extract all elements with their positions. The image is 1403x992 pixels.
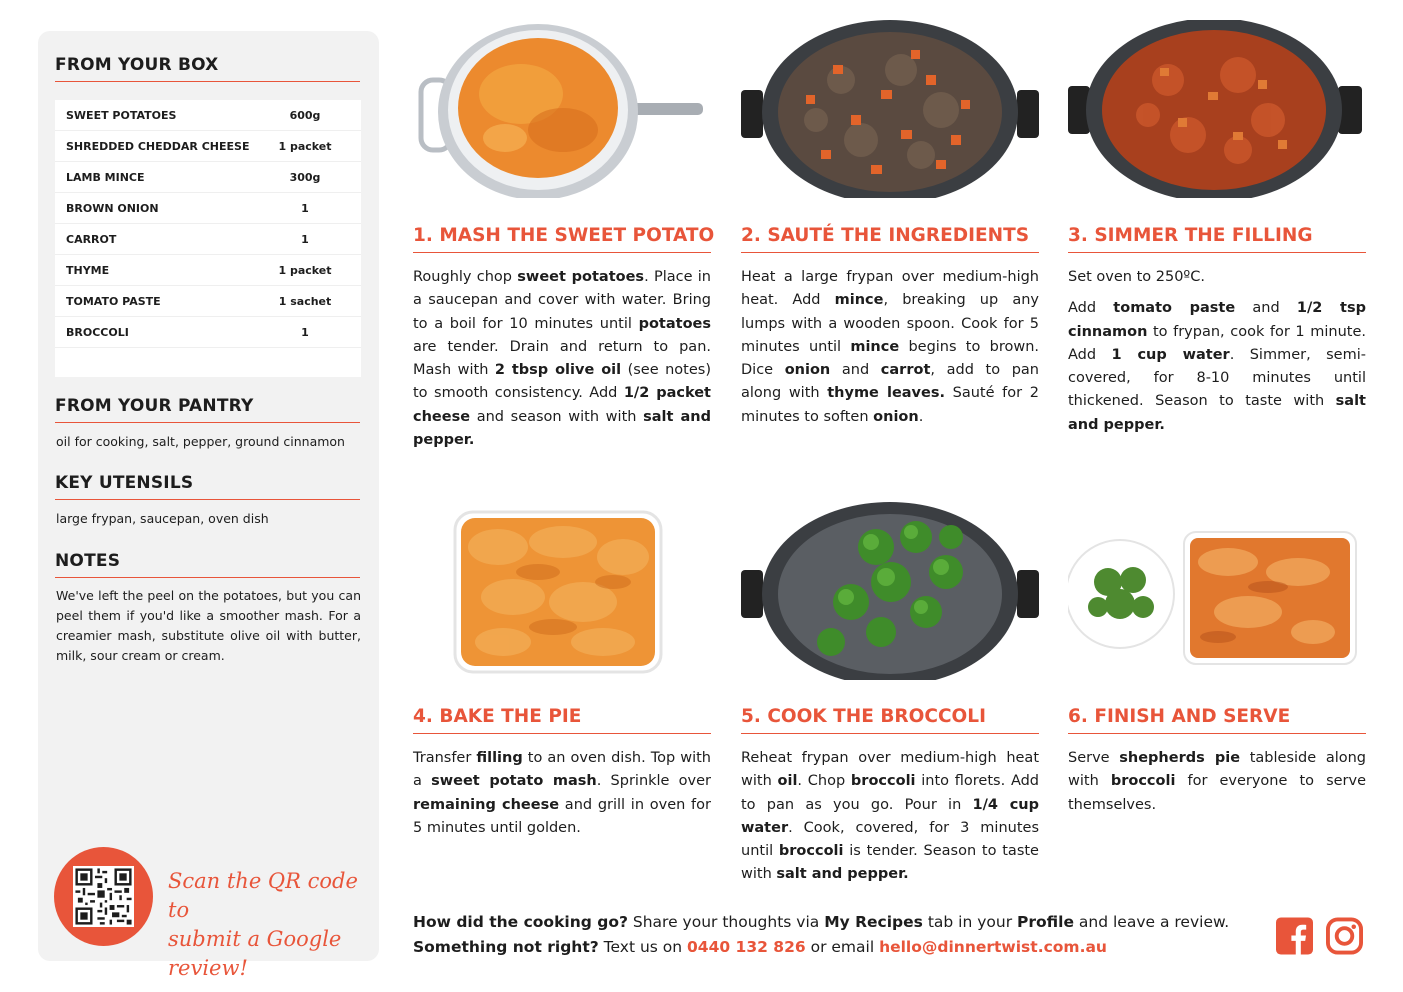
ingredient-row bbox=[55, 162, 361, 193]
step-2-body bbox=[741, 266, 1039, 437]
step-6-photo bbox=[1068, 502, 1366, 680]
text-run: for everyone to serve themselves. bbox=[1068, 773, 1367, 813]
bold-text: broccoli bbox=[850, 773, 916, 790]
ingredient-qty: 1 bbox=[301, 325, 309, 339]
contact-link[interactable]: 0440 132 826 bbox=[687, 938, 806, 956]
text-run: and leave a review. bbox=[1073, 913, 1230, 931]
text-run: and bbox=[1235, 300, 1297, 317]
ingredient-name: BROCCOLI bbox=[66, 325, 129, 339]
bold-text: potatoes bbox=[638, 315, 711, 332]
ingredient-row bbox=[55, 286, 361, 317]
bold-text: mince bbox=[850, 338, 900, 355]
text-run: Set oven to 250ºC. bbox=[1068, 269, 1205, 285]
step-6-title: 6. FINISH AND SERVE bbox=[1068, 706, 1366, 734]
ingredient-row bbox=[55, 255, 361, 286]
text-run: . Cook, covered, for 3 minutes until bbox=[741, 819, 1039, 860]
bold-text: My Recipes bbox=[824, 913, 923, 931]
bold-text: 1 cup water bbox=[1111, 346, 1230, 363]
bold-text: salt and pepper. bbox=[413, 408, 712, 449]
ingredient-qty: 1 bbox=[301, 232, 309, 246]
utensils-heading: KEY UTENSILS bbox=[55, 473, 360, 500]
bold-text: oil bbox=[777, 773, 798, 790]
notes-text: We've left the peel on the potatoes, but you can peel them if you'd like a smoother mash. For a creamier mash, substitute olive oil with butter, milk, sour cream or cream. bbox=[56, 588, 361, 663]
bold-text: Profile bbox=[1017, 913, 1074, 931]
step-1-photo bbox=[413, 20, 711, 198]
ingredient-qty: 600g bbox=[289, 108, 321, 122]
qr-caption-line-1: Scan the QR code to bbox=[168, 869, 358, 922]
text-run: Add bbox=[1068, 300, 1114, 317]
step-3-title: 3. SIMMER THE FILLING bbox=[1068, 225, 1366, 253]
ingredients-table-spacer bbox=[55, 348, 361, 377]
feedback-footer bbox=[413, 910, 1253, 960]
utensils-text: large frypan, saucepan, oven dish bbox=[56, 511, 269, 526]
step-5-title: 5. COOK THE BROCCOLI bbox=[741, 706, 1039, 734]
step-paragraph bbox=[413, 266, 711, 452]
step-5-photo bbox=[741, 502, 1039, 680]
bold-text: How did the cooking go? bbox=[413, 913, 628, 931]
ingredient-name: CARROT bbox=[66, 232, 117, 246]
step-4-body bbox=[413, 747, 711, 848]
text-run: . Chop bbox=[797, 773, 851, 790]
bold-text: salt and pepper. bbox=[776, 866, 909, 883]
instagram-icon[interactable] bbox=[1326, 917, 1363, 955]
text-run: , add to pan along with bbox=[741, 362, 1039, 402]
text-run: tableside along with bbox=[1068, 750, 1366, 790]
ingredient-qty: 300g bbox=[289, 170, 321, 184]
text-run: to an oven dish. Top with a bbox=[413, 750, 712, 790]
bold-text: onion bbox=[784, 362, 831, 379]
from-box-heading: FROM YOUR BOX bbox=[55, 55, 360, 82]
ingredient-qty: 1 packet bbox=[278, 139, 332, 153]
ingredient-row bbox=[55, 224, 361, 255]
step-2-title: 2. SAUTÉ THE INGREDIENTS bbox=[741, 225, 1039, 253]
step-paragraph bbox=[741, 747, 1039, 887]
ingredient-name: SWEET POTATOES bbox=[66, 108, 177, 122]
step-2-photo bbox=[741, 20, 1039, 198]
ingredient-name: THYME bbox=[66, 263, 110, 277]
bold-text: Something not right? bbox=[413, 938, 599, 956]
bold-text: broccoli bbox=[1110, 773, 1176, 790]
text-run: or email bbox=[805, 938, 880, 956]
step-paragraph bbox=[1068, 747, 1366, 817]
ingredient-row bbox=[55, 131, 361, 162]
step-6-body bbox=[1068, 747, 1366, 825]
step-4-title: 4. BAKE THE PIE bbox=[413, 706, 711, 734]
text-run: into florets. Add to pan as you go. Pour in bbox=[741, 773, 1040, 813]
text-run: and bbox=[830, 362, 881, 379]
text-run: and grill in oven for 5 minutes until golden. bbox=[413, 796, 711, 836]
text-run: Share your thoughts via bbox=[627, 913, 825, 931]
step-3-photo bbox=[1068, 20, 1366, 198]
text-run: . Simmer, semi-covered, for 8-10 minutes until thickened. Season to taste with bbox=[1068, 346, 1366, 410]
text-run: to frypan, cook for 1 minute. Add bbox=[1068, 323, 1366, 363]
step-1-body bbox=[413, 266, 711, 460]
bold-text: thyme leaves. bbox=[827, 385, 945, 402]
qr-caption-line-2: submit a Google review! bbox=[168, 927, 342, 980]
text-run: . Sprinkle over bbox=[596, 773, 711, 790]
bold-text: tomato paste bbox=[1113, 300, 1236, 317]
bold-text: onion bbox=[873, 408, 919, 425]
step-5-body bbox=[741, 747, 1039, 895]
step-paragraph bbox=[413, 747, 711, 840]
text-run: and season with with bbox=[470, 408, 644, 425]
step-paragraph bbox=[1068, 266, 1366, 289]
bold-text: sweet potatoes bbox=[517, 269, 645, 285]
text-run: Transfer bbox=[413, 750, 477, 766]
ingredient-name: BROWN ONION bbox=[66, 201, 159, 215]
bold-text: 1/2 tsp cinnamon bbox=[1068, 300, 1366, 340]
bold-text: remaining cheese bbox=[413, 796, 560, 813]
pantry-heading: FROM YOUR PANTRY bbox=[55, 396, 360, 423]
ingredient-row bbox=[55, 193, 361, 224]
text-run: , breaking up any lumps with a wooden spoon. Cook for 5 minutes until bbox=[741, 292, 1039, 355]
notes-heading: NOTES bbox=[55, 551, 360, 578]
pantry-text: oil for cooking, salt, pepper, ground cinnamon bbox=[56, 434, 345, 449]
ingredient-row bbox=[55, 100, 361, 131]
step-paragraph bbox=[741, 266, 1039, 429]
bold-text: carrot bbox=[880, 362, 931, 379]
text-run: begins to brown. Dice bbox=[741, 338, 1039, 379]
bold-text: broccoli bbox=[778, 843, 844, 860]
text-run: Heat a large frypan over medium-high heat. Add bbox=[741, 269, 1039, 309]
text-run: tab in your bbox=[922, 913, 1018, 931]
ingredient-qty: 1 sachet bbox=[278, 294, 332, 308]
ingredients-sidebar bbox=[38, 31, 379, 980]
facebook-icon[interactable] bbox=[1276, 917, 1313, 955]
step-4-photo bbox=[413, 502, 711, 680]
step-3-body bbox=[1068, 266, 1366, 445]
text-run: is tender. Season to taste with bbox=[741, 843, 1039, 883]
ingredient-name: TOMATO PASTE bbox=[66, 294, 161, 308]
bold-text: 1/4 cup water bbox=[741, 796, 1039, 836]
ingredient-row bbox=[55, 317, 361, 348]
ingredient-qty: 1 packet bbox=[278, 263, 332, 277]
text-run: are tender. Drain and return to pan. Mash with bbox=[413, 338, 711, 379]
bold-text: filling bbox=[476, 750, 523, 766]
text-run: . Place in a saucepan and cover with water. Bring to a boil for 10 minutes until bbox=[413, 269, 711, 332]
text-run: Reheat frypan over medium-high heat with bbox=[741, 750, 1039, 790]
step-1-title: 1. MASH THE SWEET POTATO bbox=[413, 225, 711, 253]
text-run: (see notes) to smooth consistency. Add bbox=[413, 362, 711, 402]
text-run: Text us on bbox=[598, 938, 688, 956]
qr-badge bbox=[54, 847, 153, 946]
ingredient-name: SHREDDED CHEDDAR CHEESE bbox=[66, 139, 250, 153]
qr-caption bbox=[168, 867, 368, 983]
bold-text: salt and pepper. bbox=[1068, 393, 1366, 433]
text-run: Sauté for 2 minutes to soften bbox=[741, 385, 1039, 425]
ingredient-name: LAMB MINCE bbox=[66, 170, 145, 184]
footer-line-2 bbox=[413, 935, 1253, 960]
ingredient-qty: 1 bbox=[301, 201, 309, 215]
bold-text: shepherds pie bbox=[1119, 750, 1241, 766]
bold-text: 2 tbsp olive oil bbox=[494, 362, 622, 379]
contact-link[interactable]: hello@dinnertwist.com.au bbox=[879, 938, 1107, 956]
bold-text: mince bbox=[834, 292, 884, 309]
ingredients-table bbox=[55, 100, 361, 377]
qr-code-icon[interactable] bbox=[73, 866, 134, 927]
text-run: Serve bbox=[1068, 750, 1120, 766]
bold-text: sweet potato mash bbox=[431, 773, 597, 790]
bold-text: 1/2 packet cheese bbox=[413, 385, 711, 425]
step-paragraph bbox=[1068, 297, 1366, 437]
footer-line-1 bbox=[413, 910, 1253, 935]
text-run: . bbox=[918, 408, 924, 425]
text-run: Roughly chop bbox=[413, 269, 518, 285]
